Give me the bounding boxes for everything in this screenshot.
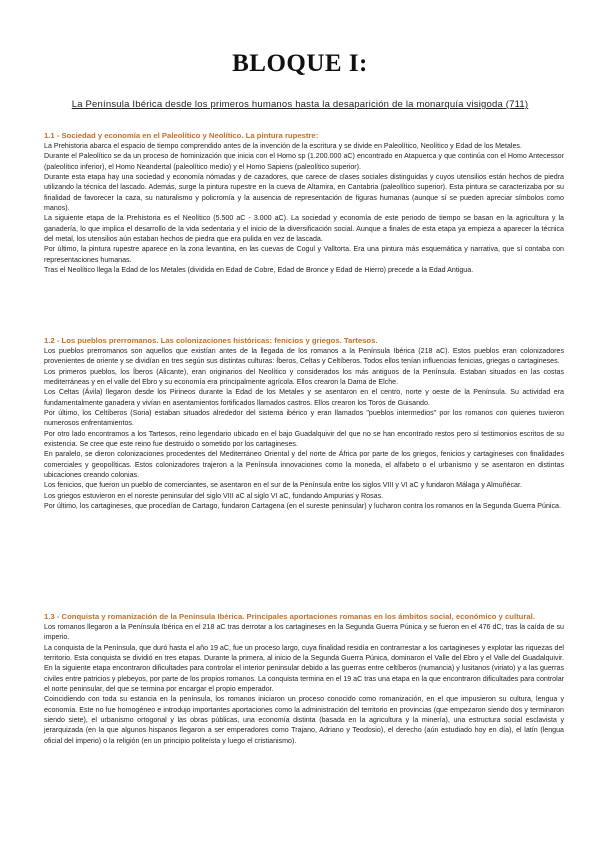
paragraph: Durante esta etapa hay una sociedad y economía nómadas y de cazadores, que carece de clases sociales distinguidas y cuyos utensilios están hechos de piedra utilizando la técnica del lascado. Además, surge la pintura rupestre en la cueva de Altamira, en Cantabria (paleolítico superior). Esta pintura se caracterizaba por su finalidad de favorecer la caza, su naturalismo y policromía y la ausencia de representación de figuras humanas (aunque sí se pueden apreciar símbolos como manos).	[44, 173, 564, 213]
paragraph: Tras el Neolítico llega la Edad de los Metales (dividida en Edad de Cobre, Edad de Bronce y Edad de Hierro) precede a la Edad Antigua.	[44, 266, 474, 275]
paragraph: Durante el Paleolítico se da un proceso de hominización que inicia con el Homo sp (1.200.000 aC) encontrado en Atapuerca y que continúa con el Homo Antecessor (paleolítico inferior), el Homo Neandertal (paleolítico medio) y el Homo Sapiens (paleolítico superior).	[44, 152, 564, 171]
paragraph: Los romanos llegaron a la Península Ibérica en el 218 aC tras derrotar a los cartagineses en la Segunda Guerra Púnica y se fueron en el 476 dC, tras la caída de su imperio.	[44, 623, 564, 642]
document-title: BLOQUE I:	[232, 50, 368, 77]
section-heading: 1.1 - Sociedad y economía en el Paleolítico y Neolítico. La pintura rupestre:	[44, 131, 319, 140]
paragraph: La siguiente etapa de la Prehistoria es el Neolítico (5.500 aC - 3.000 aC). La sociedad y economía de este periodo de tiempo se basan en la agricultura y la ganadería, lo que implica el desarrollo de la vida sedentaria y el inicio de la diversificación social. Aunque a finales de esta etapa ya empieza a aparecer la técnica del metal, los utensilios aún estaban hechos de piedra que era pulida en vez de lascada.	[44, 214, 564, 244]
section-body	[44, 141, 564, 275]
section-1-3	[44, 612, 564, 746]
section-body	[44, 622, 564, 746]
paragraph: La conquista de la Península, que duró hasta el año 19 aC, fue un proceso largo, cuya finalidad residía en contrarrestar a los cartagineses y explotar las riquezas del territorio. Esta conquista se dividió en tres etapas. Durante la primera, al inicio de la Segunda Guerra Púnica, dominaron el Valle del Ebro y el Valle del Guadalquivir. En la siguiente etapa encontraron dificultades para controlar el interior peninsular debido a las guerras entre celtíberos (numancia) y lusitanos (viriato) y a las guerras civiles entre patricios y plebeyos, por parte de los propios romanos. La conquista termina en el 19 aC tras una etapa en la que encontraron dificultades para controlar el norte peninsular, del que se termina por encargar el propio emperador.	[44, 643, 564, 694]
paragraph: Los griegos estuvieron en el noreste peninsular del siglo VIII aC al siglo VI aC, fundando Ampurias y Rosas.	[44, 491, 384, 500]
paragraph: En paralelo, se dieron colonizaciones procedentes del Mediterráneo Oriental y del norte de África por parte de los griegos, fenicios y cartagineses con finalidades comerciales y geopolíticas. Estos colonizadores trajeron a la Península innovaciones como la moneda, el alfabeto o el urbanismo y se asentaron en distintas ubicaciones creando colonias.	[44, 450, 564, 480]
section-1-2	[44, 336, 564, 512]
section-body	[44, 346, 564, 512]
section-heading: 1.3 - Conquista y romanización de la Península Ibérica. Principales aportaciones romanas en los ámbitos social, económico y cultural.	[44, 612, 535, 621]
paragraph: Por último, los cartagineses, que procedían de Cartago, fundaron Cartagena (en el sureste peninsular) y lucharon contra los romanos en la Segunda Guerra Púnica.	[44, 502, 561, 511]
paragraph: Coincidiendo con toda su estancia en la península, los romanos iniciaron un proceso conocido como romanización, en el que impusieron su cultura, lengua y economía. Este no fue homogéneo e introdujo importantes aportaciones como la administración del territorio en provincias (que empezaron siendo dos y terminaron siendo siete), el urbanismo ortogonal y las obras públicas, una economía distinta (basada en la agricultura y la minería), una estructura social esclavista y jerarquizada (en la que algunos hispanos llegaron a ser emperadores como Trajano, Adriano y Teodosio), el derecho (aún estudiado hoy en día), el latín (lengua oficial del imperio) o la religión (en un principio politeísta y luego el cristianismo).	[44, 695, 564, 745]
paragraph: Los pueblos prerromanos son aquellos que existían antes de la llegada de los romanos a la Península Ibérica (218 aC). Estos pueblos eran colonizadores provenientes de oriente y se dividían en tres según sus distintas culturas: Íberos, Celtas y Celtíberos. Todos ellos tenían influencias fenicias, griegas o cartagineses.	[44, 347, 564, 366]
document-subtitle: La Península Ibérica desde los primeros humanos hasta la desaparición de la monarquía visigoda (711)	[71, 99, 529, 110]
section-heading: 1.2 - Los pueblos prerromanos. Las colonizaciones históricas: fenicios y griegos. Tartesos.	[44, 336, 378, 345]
paragraph: Por otro lado encontramos a los Tartesos, reino legendario ubicado en el bajo Guadalquivir del que no se han encontrado restos pero sí testimonios escritos de su existencia. Se cree que este reino fue destruido o sometido por los cartagineses.	[44, 429, 564, 449]
paragraph: Los Celtas (Ávila) llegaron desde los Pirineos durante la Edad de los Metales y se asentaron en el centro, norte y oeste de la Península. Su actividad era fundamentalmente ganadera y vivían en asentamientos fortificados llamados castros. Ellos crearon los Toros de Guisando.	[44, 388, 564, 407]
paragraph: Los fenicios, que fueron un pueblo de comerciantes, se asentaron en el sur de la Península entre los siglos VIII y VI aC y fundaron Málaga y Almuñécar.	[44, 481, 522, 490]
section-1-1	[44, 131, 564, 275]
paragraph: Los primeros pueblos, los Íberos (Alicante), eran originarios del Neolítico y considerados los más antiguos de la Península. Estaban situados en las costas mediterráneas y en el valle del Ebro y su economía era principalmente agrícola. Ellos crearon la Dama de Elche.	[44, 367, 564, 387]
paragraph: Por último, los Celtíberos (Soria) estaban situados alrededor del sistema ibérico y eran llamados "pueblos intermedios" por los romanos con quienes tuvieron numerosos enfrentamientos.	[44, 409, 564, 428]
paragraph: Por último, la pintura rupestre aparece en la zona levantina, en las cuevas de Cogul y Valltorta. Era una pintura más esquemática y narrativa, que sí contaba con representaciones humanas.	[44, 245, 564, 264]
paragraph: La Prehistoria abarca el espacio de tiempo comprendido antes de la invención de la escritura y se divide en Paleolítico, Neolítico y Edad de los Metales.	[44, 142, 522, 150]
